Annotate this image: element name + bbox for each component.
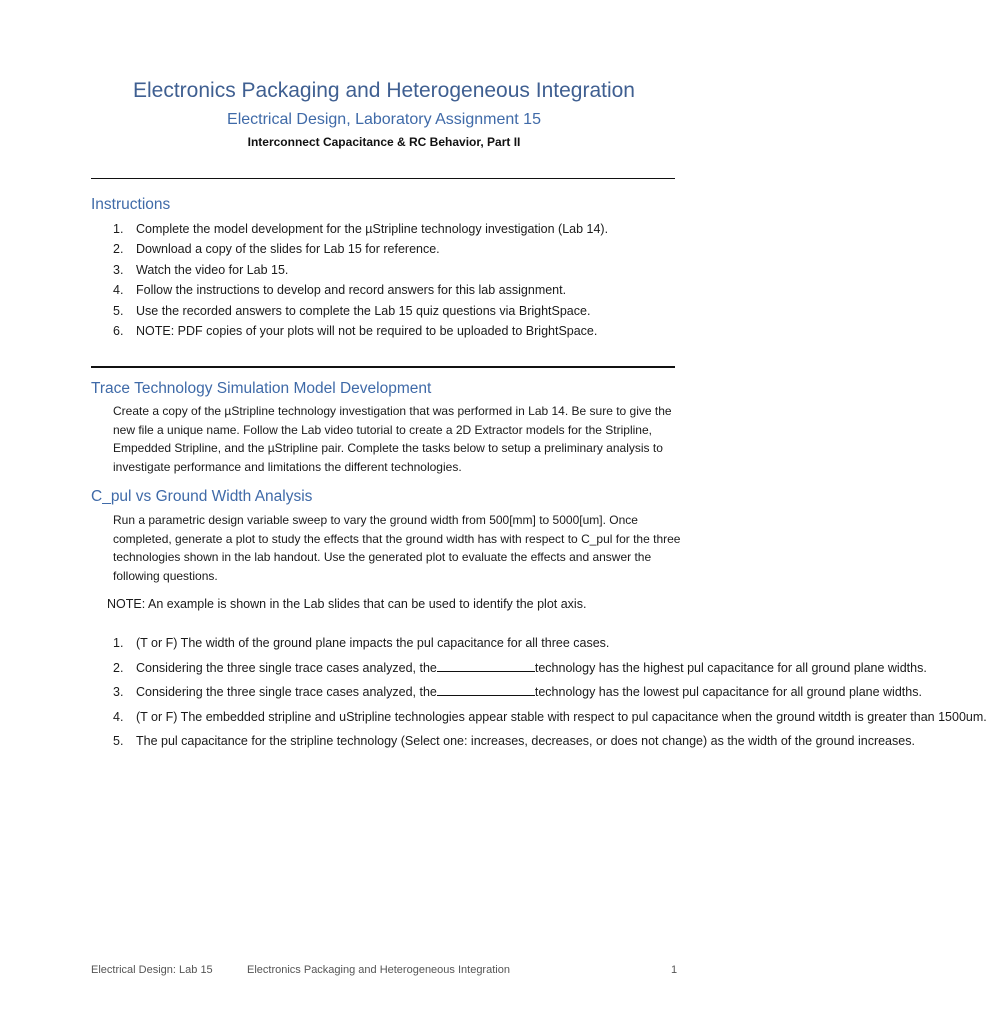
footer-center: Electronics Packaging and Heterogeneous Integration [247,964,510,976]
answer-blank[interactable] [437,657,535,672]
question-item [113,631,679,656]
list-item-text: Use the recorded answers to complete the Lab 15 quiz questions via BrightSpace. [136,303,591,318]
list-item [113,239,608,259]
trace-section-heading: Trace Technology Simulation Model Development [91,380,432,397]
list-item-text: Watch the video for Lab 15. [136,262,289,277]
list-item [113,321,608,341]
question-text-after-blank: technology has the highest pul capacitance for all ground plane widths. [534,660,927,675]
header-divider [91,178,675,179]
list-item-number: 2. [113,242,124,257]
question-text: (T or F) The embedded stripline and uStripline technologies appear stable with respect to pul capacitance when the ground witdth is greater than 1500um. [136,709,987,724]
list-item [113,260,608,280]
section-divider [91,366,675,368]
document-title: Electronics Packaging and Heterogeneous Integration [133,79,635,102]
questions-list [113,631,987,754]
question-text: The pul capacitance for the stripline technology (Select one: increases, decreases, or does not change) as the width of the ground increases. [136,734,915,749]
list-item-number: 4. [113,283,124,298]
list-item-number: 1. [113,222,124,236]
question-item [113,680,922,705]
question-text: (T or F) The width of the ground plane impacts the pul capacitance for all three cases. [136,636,610,650]
answer-blank[interactable] [437,681,535,696]
question-text-before-blank: Considering the three single trace cases analyzed, the [136,685,437,700]
question-text-after-blank: technology has the lowest pul capacitance for all ground plane widths. [534,685,922,700]
document-subsubtitle: Interconnect Capacitance & RC Behavior, Part II [247,135,521,149]
list-item-text: NOTE: PDF copies of your plots will not be required to be uploaded to BrightSpace. [136,323,598,338]
question-number: 5. [113,734,124,749]
list-item-text: Follow the instructions to develop and record answers for this lab assignment. [136,283,567,298]
question-number: 3. [113,685,124,700]
list-item-number: 6. [113,323,124,338]
question-number: 1. [113,636,124,650]
question-item [113,656,927,681]
list-item-text: Download a copy of the slides for Lab 15 for reference. [136,242,440,257]
footer-left: Electrical Design: Lab 15 [91,964,213,976]
question-number: 2. [113,660,124,675]
document-subtitle: Electrical Design, Laboratory Assignment 15 [227,111,541,128]
list-item-text: Complete the model development for the µStripline technology investigation (Lab 14). [136,222,609,236]
list-item [113,280,608,300]
trace-section-paragraph: Create a copy of the µStripline technology investigation that was performed in Lab 14. Be sure to give the new file a unique name. Follow the Lab video tutorial to create a 2D Extractor models for the Stripline, Empedded Stripline, and the µStripline pair. Complete the tasks below to setup a preliminary analysis to investigate performance and limitations the different technologies. [113,404,672,475]
plot-axis-note: NOTE: An example is shown in the Lab slides that can be used to identify the plot axis. [107,597,587,611]
question-number: 4. [113,709,124,724]
list-item-number: 3. [113,262,124,277]
instructions-heading: Instructions [91,196,171,213]
question-item [113,729,915,754]
question-item [113,705,987,730]
instructions-list [113,219,608,341]
list-item-number: 5. [113,303,124,318]
cpul-section-paragraph: Run a parametric design variable sweep to vary the ground width from 500[mm] to 5000[um]. Once completed, generate a plot to study the effects that the ground width has with respect to C_pul for the three technologies shown in the lab handout. Use the generated plot to evaluate the effects and answer the following questions. [113,513,681,584]
list-item [113,301,608,321]
list-item [113,219,608,239]
question-text-before-blank: Considering the three single trace cases analyzed, the [136,660,437,675]
cpul-section-heading: C_pul vs Ground Width Analysis [91,488,313,505]
footer-page-number: 1 [671,964,678,976]
